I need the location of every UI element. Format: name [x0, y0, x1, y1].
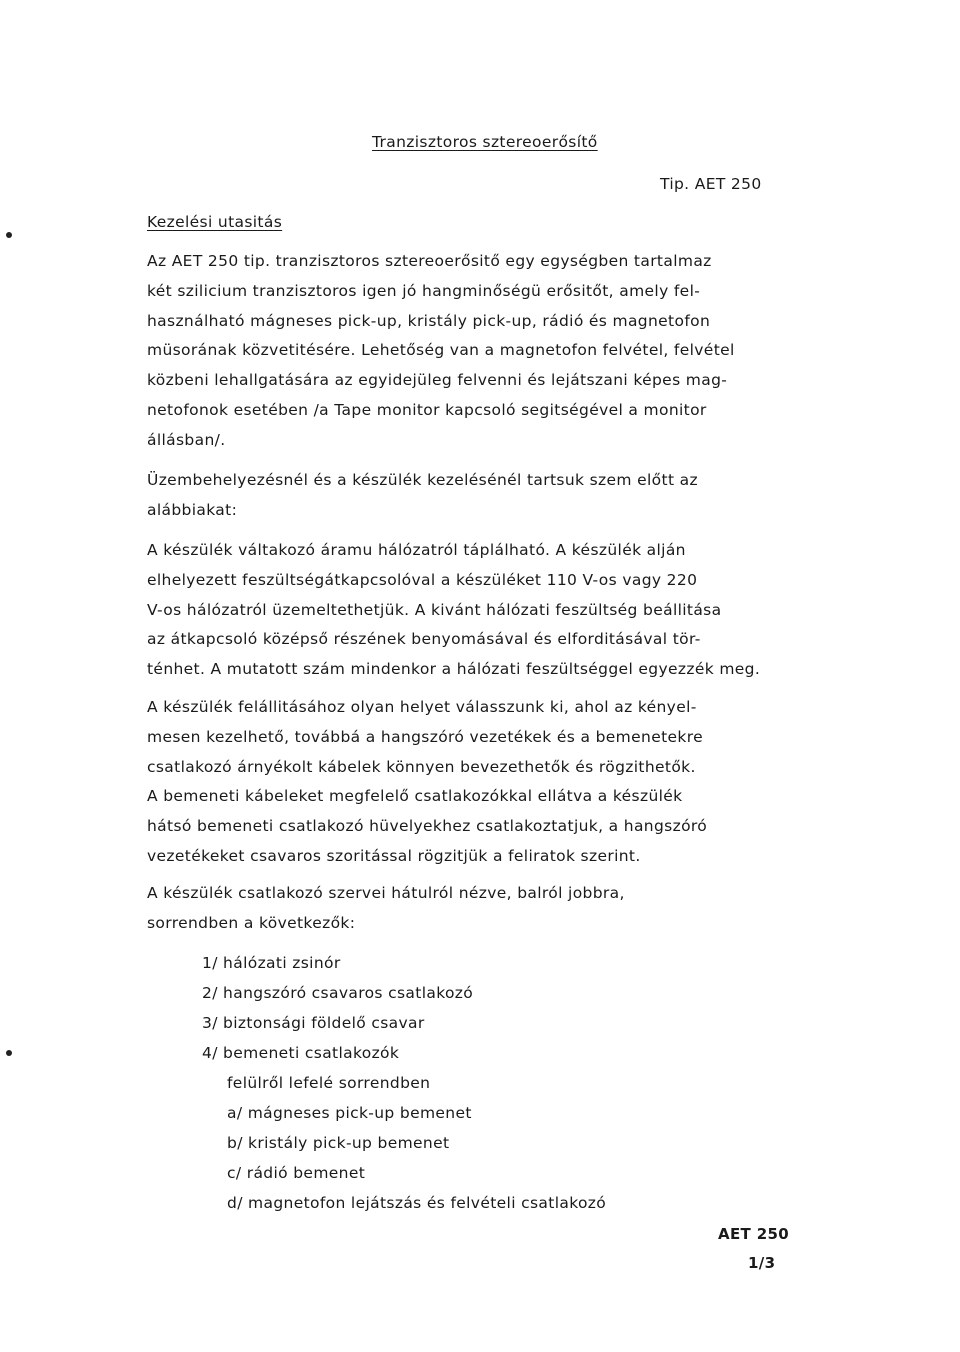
text-line: Üzembehelyezésnél és a készülék kezelésénél tartsuk szem előtt az: [147, 471, 698, 489]
text-line: mesen kezelhető, továbbá a hangszóró vezetékek és a bemenetekre: [147, 727, 703, 746]
list-item: 1/ hálózati zsinór: [202, 954, 341, 972]
text-line: az átkapcsoló középső részének benyomásával és elforditásával tör-: [147, 630, 701, 649]
paragraph-placement: [147, 693, 867, 872]
text-line: állásban/.: [147, 430, 226, 449]
paragraph-connectors: [147, 879, 867, 939]
text-line: V-os hálózatról üzemeltethetjük. A kivánt hálózati feszültség beállitása: [147, 600, 722, 619]
text-line: müsorának közvetitésére. Lehetőség van a magnetofon felvétel, felvétel: [147, 341, 735, 360]
list-item: a/ mágneses pick-up bemenet: [227, 1104, 472, 1122]
list-item: b/ kristály pick-up bemenet: [227, 1134, 450, 1152]
list-item: 2/ hangszóró csavaros csatlakozó: [202, 984, 474, 1002]
text-line: sorrendben a következők:: [147, 913, 356, 932]
list-item: c/ rádió bemenet: [227, 1164, 366, 1182]
paragraph-power: [147, 536, 867, 685]
text-line: ténhet. A mutatott szám mindenkor a hálózati feszültséggel egyezzék meg.: [147, 660, 761, 679]
document-title: Tranzisztoros sztereoerősítő: [372, 133, 598, 151]
footer-page-number: 1/3: [748, 1254, 776, 1272]
text-line: használható mágneses pick-up, kristály pick-up, rádió és magnetofon: [147, 311, 711, 330]
section-heading: Kezelési utasitás: [147, 213, 283, 231]
text-line: netofonok esetében /a Tape monitor kapcsoló segitségével a monitor: [147, 400, 707, 419]
text-line: csatlakozó árnyékolt kábelek könnyen bevezethetők és rögzithetők.: [147, 757, 696, 776]
binding-hole-mark: [6, 1050, 12, 1056]
paragraph-intro: [147, 247, 867, 456]
list-item: 3/ biztonsági földelő csavar: [202, 1014, 425, 1032]
text-line: A készülék váltakozó áramu hálózatról táplálható. A készülék alján: [147, 541, 686, 559]
paragraph-notice: [147, 466, 867, 526]
text-line: két szilicium tranzisztoros igen jó hangminőségü erősitőt, amely fel-: [147, 281, 701, 300]
text-line: alábbiakat:: [147, 500, 238, 519]
type-label: Tip. AET 250: [660, 175, 762, 193]
list-item: d/ magnetofon lejátszás és felvételi csatlakozó: [227, 1194, 607, 1212]
text-line: Az AET 250 tip. tranzisztoros sztereoerősitő egy egységben tartalmaz: [147, 252, 712, 270]
footer-model: AET 250: [718, 1225, 790, 1243]
text-line: A készülék csatlakozó szervei hátulról nézve, balról jobbra,: [147, 884, 625, 902]
list-item: felülről lefelé sorrendben: [227, 1074, 431, 1092]
text-line: elhelyezett feszültségátkapcsolóval a készüléket 110 V-os vagy 220: [147, 570, 698, 589]
text-line: vezetékeket csavaros szoritással rögzitjük a feliratok szerint.: [147, 846, 641, 865]
binding-hole-mark: [6, 232, 12, 238]
connector-list: [147, 948, 707, 1218]
text-line: A készülék felállitásához olyan helyet válasszunk ki, ahol az kényel-: [147, 698, 697, 716]
text-line: A bemeneti kábeleket megfelelő csatlakozókkal ellátva a készülék: [147, 787, 683, 806]
list-item: 4/ bemeneti csatlakozók: [202, 1044, 400, 1062]
text-line: közbeni lehallgatására az egyidejüleg felvenni és lejátszani képes mag-: [147, 371, 728, 390]
text-line: hátsó bemeneti csatlakozó hüvelyekhez csatlakoztatjuk, a hangszóró: [147, 817, 708, 836]
